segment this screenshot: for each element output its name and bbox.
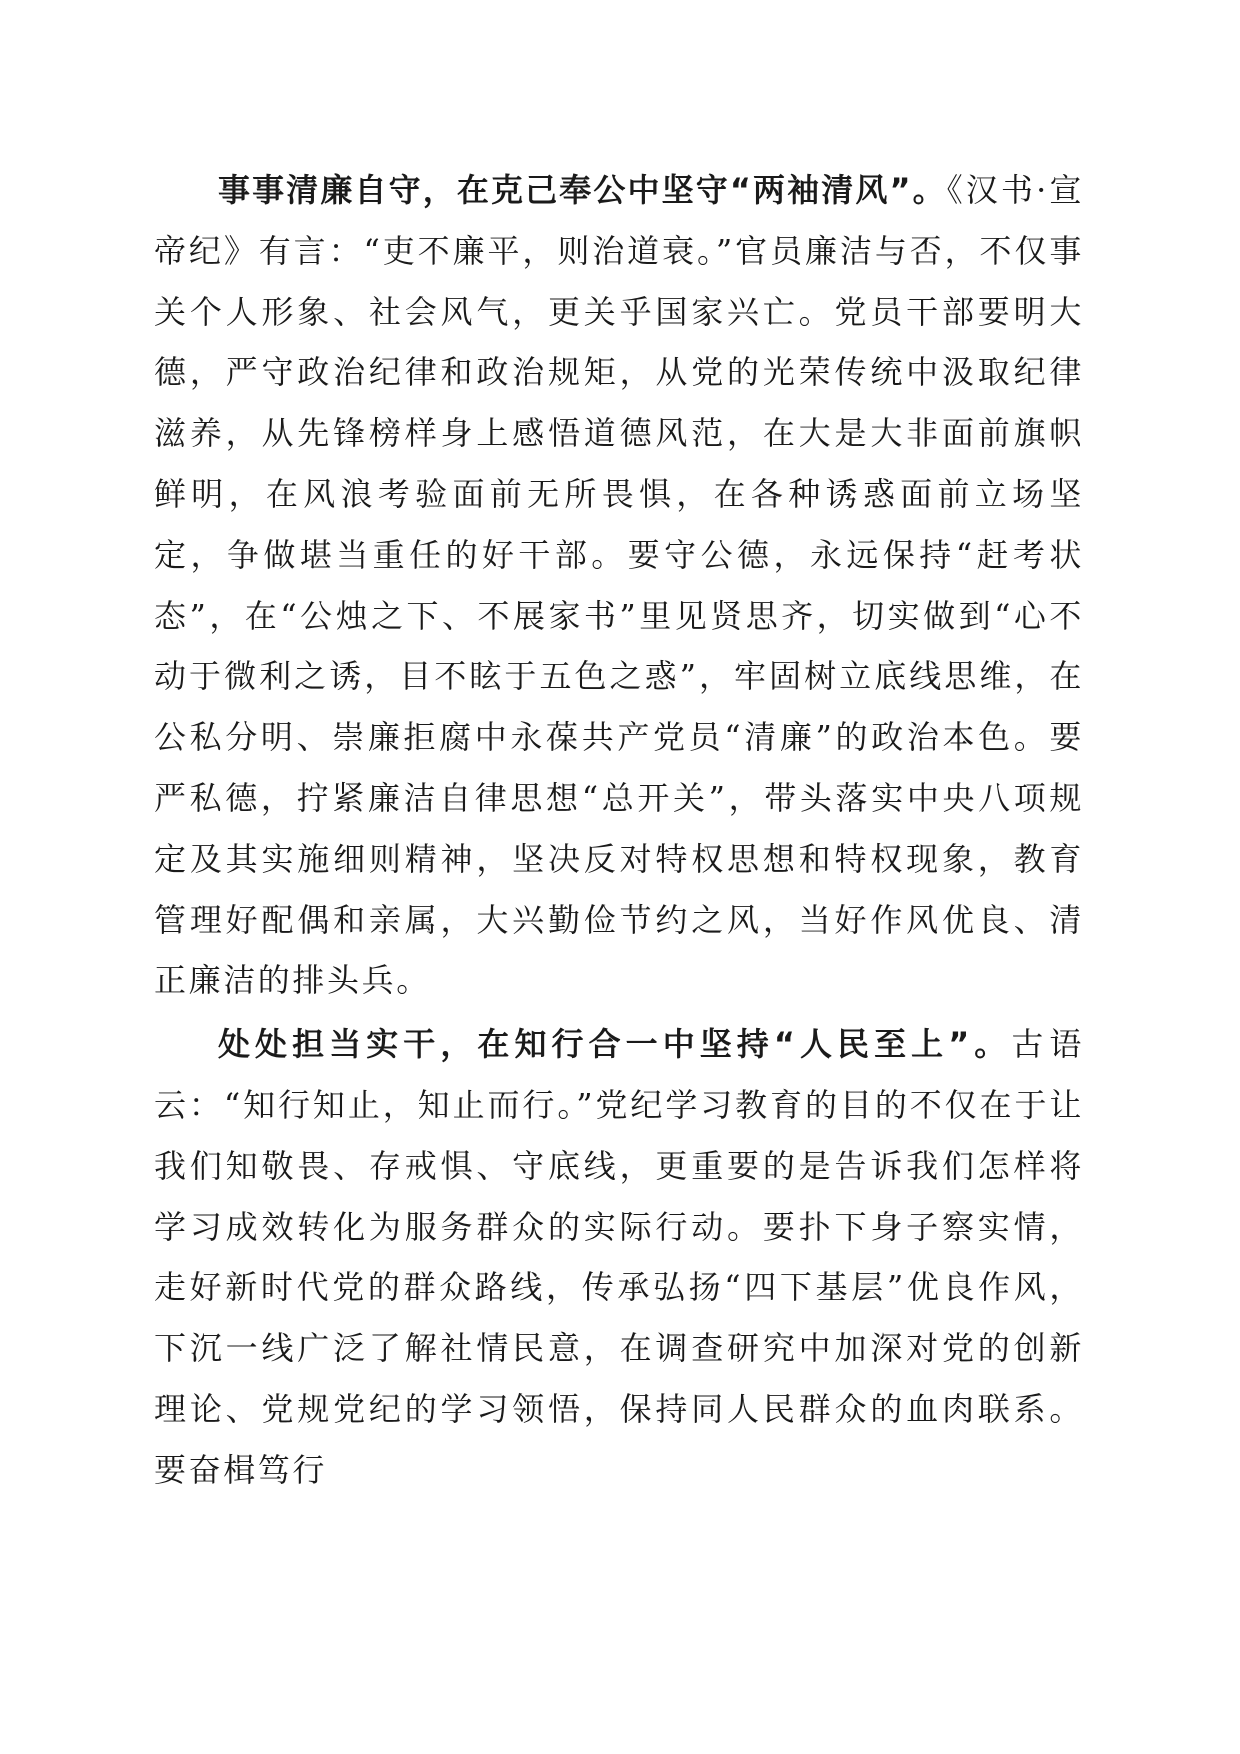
paragraph-integrity [154, 160, 1084, 1011]
paragraph-text: 《汉书·宣帝纪》有言：“吏不廉平，则治道衰。”官员廉洁与否，不仅事关个人形象、社会风气，更关乎国家兴亡。党员干部要明大德，严守政治纪律和政治规矩，从党的光荣传统中汲取纪律滋养，从先锋榜样身上感悟道德风范，在大是大非面前旗帜鲜明，在风浪考验面前无所畏惧，在各种诱惑面前立场坚定，争做堪当重任的好干部。要守公德，永远保持“赶考状态”，在“公烛之下、不展家书”里见贤思齐，切实做到“心不动于微利之诱，目不眩于五色之惑”，牢固树立底线思维，在公私分明、崇廉拒腐中永葆共产党员“清廉”的政治本色。要严私德，拧紧廉洁自律思想“总开关”，带头落实中央八项规定及其实施细则精神，坚决反对特权思想和特权现象，教育管理好配偶和亲属，大兴勤俭节约之风，当好作风优良、清正廉洁的排头兵。 [154, 171, 1084, 1000]
paragraph-heading: 事事清廉自守，在克己奉公中坚守“两袖清风”。 [218, 171, 947, 209]
paragraph-text: 古语云：“知行知止，知止而行。”党纪学习教育的目的不仅在于让我们知敬畏、存戒惧、守底线，更重要的是告诉我们怎样将学习成效转化为服务群众的实际行动。要扑下身子察实情，走好新时代党的群众路线，传承弘扬“四下基层”优良作风，下沉一线广泛了解社情民意，在调查研究中加深对党的创新理论、党规党纪的学习领悟，保持同人民群众的血肉联系。要奋楫笃行 [154, 1025, 1085, 1489]
paragraph-heading: 处处担当实干，在知行合一中坚持“人民至上”。 [218, 1025, 1012, 1064]
document-body [154, 160, 1084, 1501]
paragraph-people-first [154, 1014, 1084, 1500]
